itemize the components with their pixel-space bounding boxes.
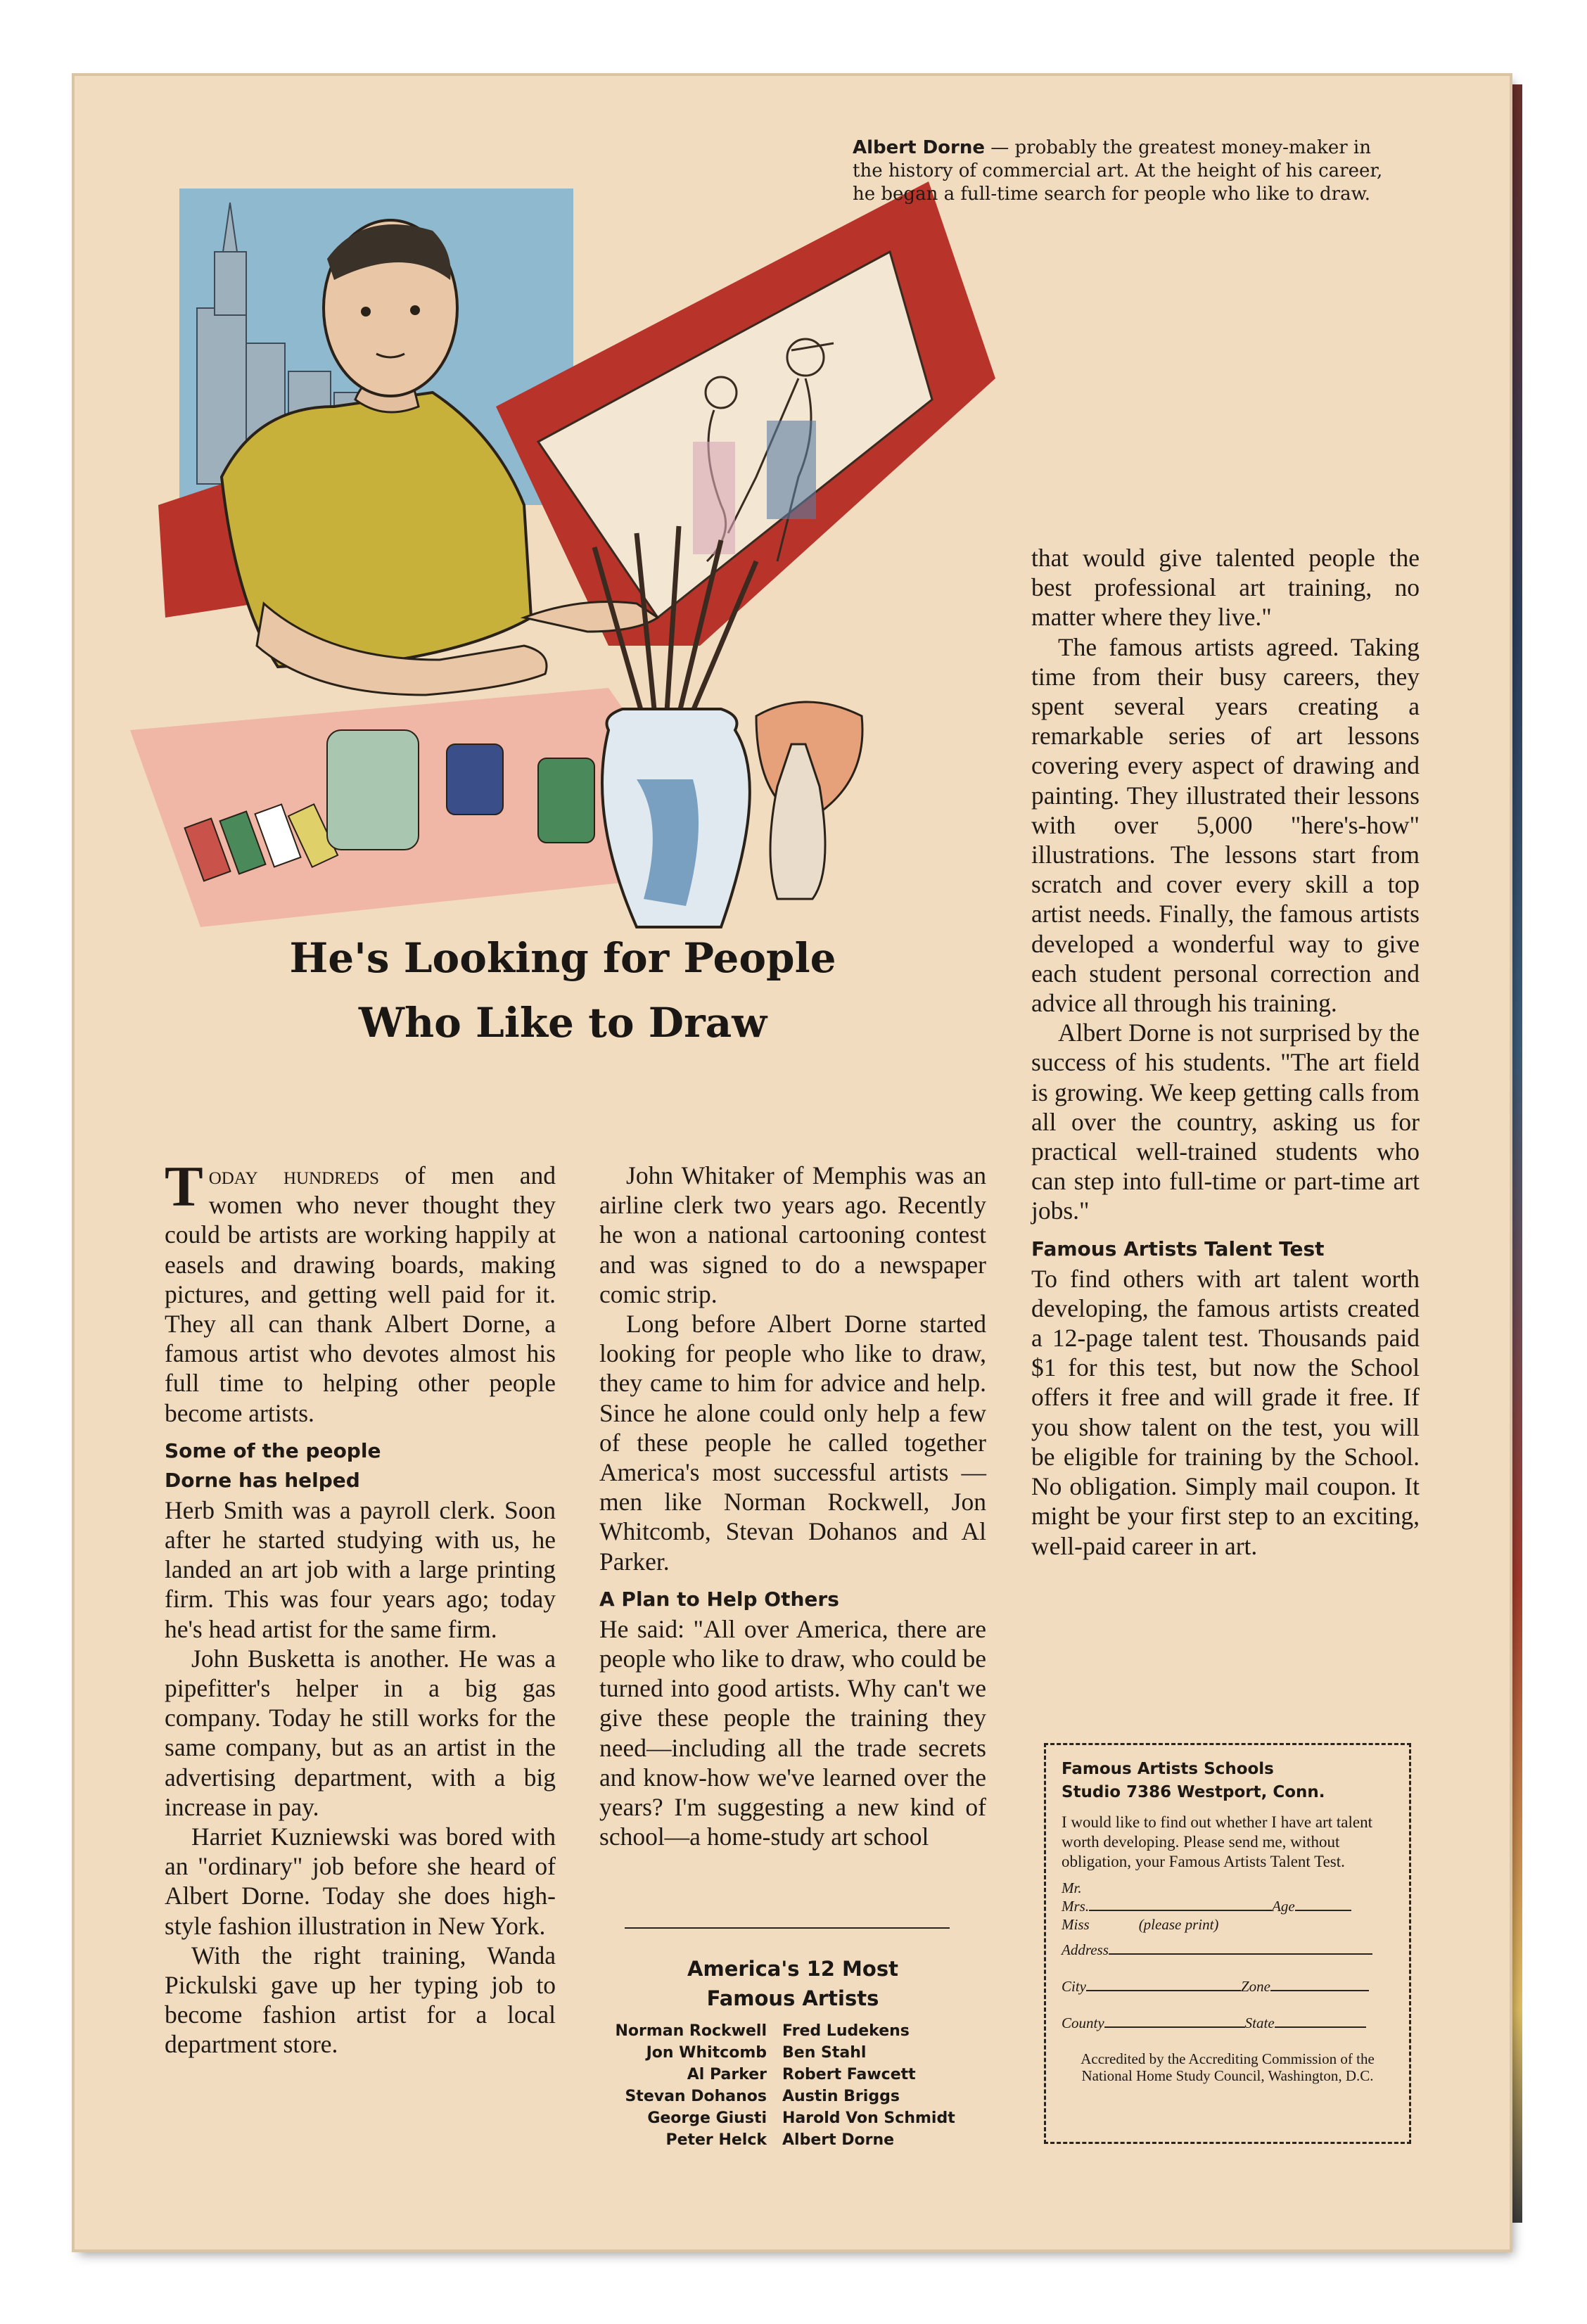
artist-illustration — [102, 111, 995, 987]
caption-text: — probably the greatest money-maker in the history of commercial art. At the height of his career, he began a full-time search for people who like to draw. — [853, 137, 1383, 205]
intro-text: of men and women who never thought they could be artists are working happily at easels and drawing boards, making pictures, and getting well paid for it. They all can thank Albert Dorne, a famous artist who devotes almost his full time to helping other people become artists. — [165, 1161, 556, 1427]
artist-name: George Giusti — [647, 2109, 767, 2127]
paragraph-wanda: With the right training, Wanda Pickulski gave up her typing job to become fashion artist for a local department store. — [165, 1941, 556, 2059]
artist-name: Austin Briggs — [782, 2088, 900, 2105]
artist-name: Fred Ludekens — [782, 2022, 910, 2040]
artists-title-line-1: America's 12 Most — [687, 1957, 898, 1981]
artist-name: Harold Von Schmidt — [782, 2109, 955, 2127]
paragraph-herb-smith: Herb Smith was a payroll clerk. Soon after he started studying with us, he landed an art job with a large printing firm. This was four years ago; today he's head artist for the same firm. — [165, 1495, 556, 1643]
artists-title-line-2: Famous Artists — [706, 1986, 879, 2010]
subheading-plan: A Plan to Help Others — [599, 1587, 839, 1611]
coupon-body: I would like to find out whether I have art talent worth developing. Please send me, without obligation, your Famous Artists Talent Test. — [1062, 1813, 1372, 1870]
paragraph-he-said: He said: "All over America, there are people who like to draw, who could be turned into good artists. Why can't we give these people the training they need—including all the trade secrets and know-how we've learned over the years? I'm suggesting a new kind of school—a home-study art school — [599, 1614, 986, 1851]
mail-coupon — [1044, 1743, 1411, 2144]
headline-line-2: Who Like to Draw — [358, 999, 767, 1047]
coupon-address-field[interactable]: Address — [1062, 1941, 1394, 1959]
subheading-talent-test: Famous Artists Talent Test — [1031, 1237, 1325, 1260]
artist-name: Norman Rockwell — [615, 2022, 767, 2040]
artist-name: Stevan Dohanos — [625, 2088, 767, 2105]
artist-name: Jon Whitcomb — [646, 2044, 767, 2062]
divider-rule — [625, 1927, 950, 1929]
paragraph-harriet: Harriet Kuzniewski was bored with an "ordinary" job before she heard of Albert Dorne. Today she does high-style fashion illustration in New York. — [165, 1822, 556, 1940]
coupon-accreditation: Accredited by the Accrediting Commission of the National Home Study Council, Washington, D.C. — [1081, 2050, 1375, 2084]
illustration-caption — [853, 136, 1401, 206]
subheading-people-helped: Some of the people Dorne has helped — [165, 1438, 381, 1492]
coupon-name-field[interactable]: Mr. Mrs. Age Miss (please print) — [1062, 1879, 1394, 1934]
headline — [176, 926, 950, 1055]
drop-cap: T — [165, 1154, 203, 1218]
paragraph-artists-agreed: The famous artists agreed. Taking time from their busy careers, they spent several years creating a remarkable series of art lessons covering every aspect of drawing and painting. They illustrated their lessons with over 5,000 "here's-how" illustrations. The lessons start from scratch and cover every skill a top artist needs. Finally, the famous artists developed a wonderful way to give each student personal correction and advice all through his training. — [1031, 632, 1420, 1018]
body-column-3 — [1031, 543, 1420, 1561]
intro-paragraph — [165, 1154, 556, 1428]
paragraph-talent-test: To find others with art talent worth developing, the famous artists created a 12-page talent test. Thousands paid $1 for this test, but now the School offers it free and will grade it free. If you show talent on the test, you will be eligible for training by the School. No obligation. Simply mail coupon. It might be your first step to an exciting, well-paid career in art. — [1031, 1264, 1420, 1560]
caption-name: Albert Dorne — [853, 137, 985, 158]
paragraph-continuation: that would give talented people the best professional art training, no matter where they live." — [1031, 544, 1420, 632]
artist-name: Robert Fawcett — [782, 2066, 916, 2083]
artist-name: Peter Helck — [665, 2131, 767, 2149]
coupon-city-zone-field[interactable]: City Zone — [1062, 1977, 1394, 1996]
artists-box-title — [599, 1954, 986, 2013]
lead-smallcaps: oday hundreds — [208, 1161, 380, 1189]
body-column-2 — [599, 1161, 986, 1851]
body-column-1 — [165, 1154, 556, 2060]
paragraph-not-surprised: Albert Dorne is not surprised by the success of his students. "The art field is growing. We keep getting calls from all over the country, asking us for practical well-trained students who can step into full-time or part-time art jobs." — [1031, 1019, 1420, 1225]
paragraph-long-before: Long before Albert Dorne started looking for people who like to draw, they came to him for advice and help. Since he alone could only help a few of these people he called together America's most successful artists —men like Norman Rockwell, Jon Whitcomb, Stevan Dohanos and Al Parker. — [599, 1310, 986, 1576]
coupon-school-name: Famous Artists Schools — [1062, 1760, 1274, 1778]
coupon-studio-line: Studio 7386 Westport, Conn. — [1062, 1783, 1325, 1801]
headline-line-1: He's Looking for People — [289, 934, 836, 982]
artist-name: Albert Dorne — [782, 2131, 895, 2149]
paragraph-john-busketta: John Busketta is another. He was a pipefitter's helper in a big gas company. Today he still works for the same company, but as an artist in the advertising department, with a big increase in pay. — [165, 1644, 556, 1821]
artist-name: Al Parker — [687, 2066, 767, 2083]
paragraph-john-whitaker: John Whitaker of Memphis was an airline clerk two years ago. Recently he won a national cartooning contest and was signed to do a newspaper comic strip. — [599, 1161, 986, 1308]
artists-list — [592, 2020, 1000, 2151]
artist-name: Ben Stahl — [782, 2044, 867, 2062]
coupon-county-state-field[interactable]: County State — [1062, 2014, 1394, 2032]
